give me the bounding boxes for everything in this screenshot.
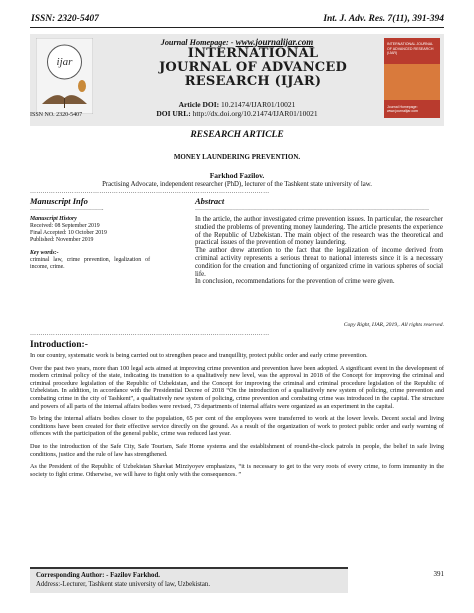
journal-banner [30,34,444,126]
abstract-text [195,216,443,286]
intro-paragraph-2: Over the past two years, more than 100 legal acts aimed at improving crime prevention and prevention have been adopted. A significant event in the development of modern criminal policy of the state, indicating its transition to a qualitatively new level, was the approval in 2018 of the Concept for improving the criminal and criminal procedure legislation of the Republic of Uzbekistan, and the Concept for improving the criminal and criminal procedure legislation of the Republic of Uzbekistan. In addition, in accordance with the Presidential Decree of 2018 “On the introduction of a qualitatively new system of policing, crime prevention and combating crime in the city of Tashkent”, a qualitatively new system of policing, crime prevention and combating crime was introduced in the capital. The structure and powers of all parts of the internal affairs bodies were revised, 73 departments of internal affairs were organized as an experiment in the capital. [30,364,444,410]
abstract-paragraph-2: The author drew attention to the fact that the legalization of income derived from criminal activity represents a serious threat to national interests since it is a necessary condition for the creation and functioning of organized crime in various spheres of social life. [195,247,443,278]
journal-title: INTERNATIONAL JOURNAL OF ADVANCED RESEARCH (IJAR) [159,46,347,89]
doi-block [30,100,444,118]
introduction-body [30,352,444,483]
article-doi: 10.21474/IJAR01/10021 [221,100,296,109]
separator-dots-left: ………………………………. [30,206,104,212]
paper-title: MONEY LAUNDERING PREVENTION. [173,153,301,161]
keywords: criminal law, crime prevention, legalization of income, crime. [30,257,150,270]
citation-header: Int. J. Adv. Res. 7(11), 391-394 [323,14,444,24]
journal-cover-image [384,38,440,118]
cover-title: INTERNATIONAL JOURNAL OF ADVANCED RESEARCH (IJAR) [387,42,434,56]
article-type: RESEARCH ARTICLE [190,130,284,140]
header-rule [30,27,444,28]
intro-paragraph-3: To bring the internal affairs bodies closer to the population, 65 per cent of the employees were transferred to work at the lower levels. Decent social and living conditions have been created for their effective service directly on the ground. As a result of the organization of work to protect public order and early warning of offences with the participation of the general public, crime was reduced last year. [30,415,444,438]
separator-dots-right: ……………………………………………………………………………………………………… [195,206,429,212]
published-date: Published: November 2019 [30,237,94,243]
author-name: Farkhod Fazilov. [209,171,265,180]
issn-header: ISSN: 2320-5407 [31,14,99,24]
history-label: Manuscript History [30,216,77,222]
logo-issn: ISSN NO. 2320-5407 [30,112,83,118]
article-doi-label: Article DOI: [178,100,220,109]
separator-dots-bottom: …………………………………………………………………………………………………… [30,331,270,337]
cover-band [384,64,440,100]
abstract-paragraph-3: In conclusion, recommendations for the prevention of crime were given. [195,278,395,286]
logo-text: ijar [56,56,73,68]
page-number: 391 [433,570,444,578]
copyright: Copy Right, IJAR, 2019,. All rights reserved. [343,322,444,328]
abstract-heading: Abstract [195,196,225,206]
manuscript-info-heading: Manuscript Info [30,196,88,206]
author-address: Address:-Lecturer, Tashkent state university of law, Uzbekistan. [36,581,211,588]
intro-paragraph-5: As the President of the Republic of Uzbekistan Shavkat Mirziyoyev emphasizes, “it is necessary to get to the very roots of every crime, to form immunity in the society to fight crime. Otherwise, we will have to fight only with the consequences. ” [30,463,444,478]
homepage-link[interactable]: www.journalijar.com [235,37,314,47]
corresponding-author-box [30,567,348,593]
cover-footer: Journal Homepage: www.journalijar.com [387,105,418,113]
introduction-heading: Introduction:- [30,340,88,350]
abstract-paragraph-1: In the article, the author investigated crime prevention issues. In particular, the researcher studied the problems of preventing money laundering. The article presents the experience of the Republic of Uzbekistan. The main object of the research was the theoretical and practical issues of the prevention of money laundering. [195,216,443,247]
doi-url-link[interactable]: http://dx.doi.org/10.21474/IJAR01/10021 [192,109,318,118]
doi-url-label: DOI URL: [156,109,191,118]
separator-dots-top: …………………………………………………………………………………………………… [30,189,270,195]
keywords-label: Key words:- [30,250,59,256]
received-date: Received: 08 September 2019 [30,223,100,229]
author-affiliation: Practising Advocate, independent researcher (PhD), lecturer of the Tashkent state university of law. [102,181,372,188]
homepage-label: Journal Homepage: - [160,38,234,47]
final-accepted-date: Final Accepted: 10 October 2019 [30,230,107,236]
corresponding-author: Corresponding Author: - Fazilov Farkhod. [36,572,160,579]
intro-paragraph-1: In our country, systematic work is being carried out to strengthen peace and tranquillity, protect public order and early crime prevention. [30,352,368,359]
manuscript-info [30,216,166,271]
intro-paragraph-4: Due to the introduction of the Safe City, Safe Tourism, Safe Home systems and the establishment of round-the-clock patrols in people, the belief in safe living conditions, justice and the rule of law has strengthened. [30,442,444,458]
